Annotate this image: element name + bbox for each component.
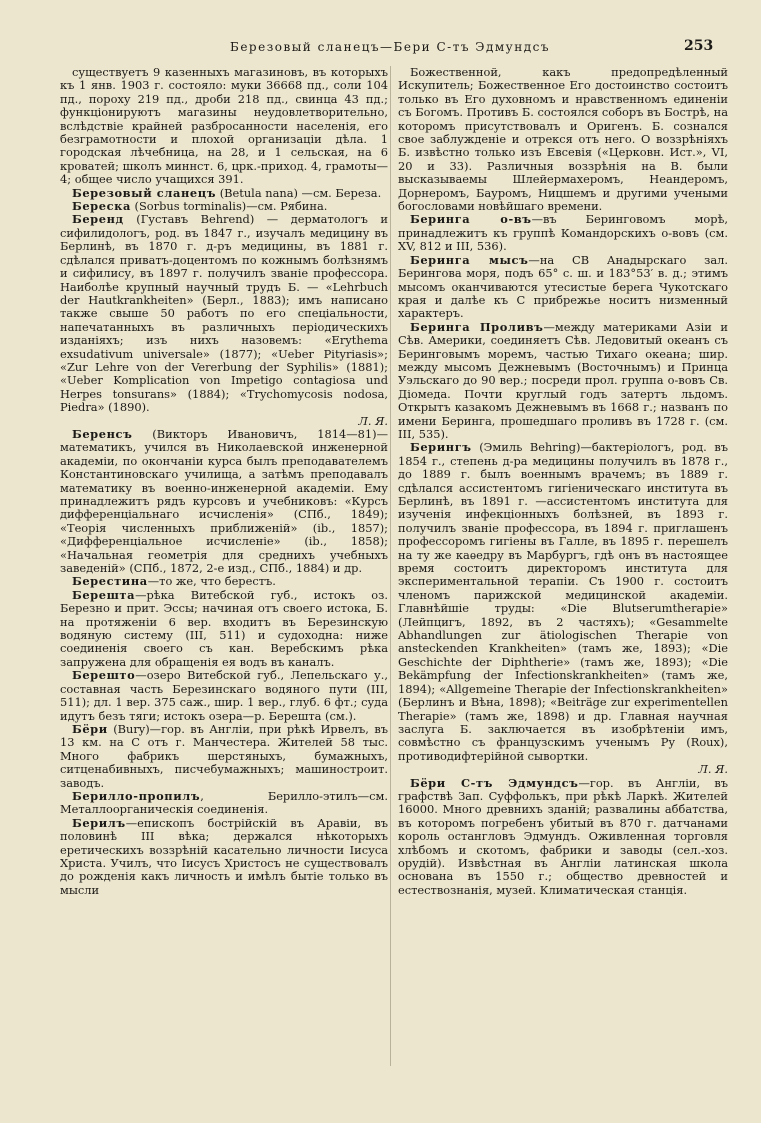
dictionary-entry [60, 575, 388, 588]
entry-headword: Беренсъ [72, 426, 133, 441]
dictionary-entry [60, 187, 388, 200]
entry-headword: Беринга мысъ [410, 252, 529, 267]
dictionary-entry [60, 669, 388, 723]
entry-headword: Беринга о-въ [410, 212, 532, 227]
entry-text: —рѣка Витебской губ., истокъ оз. Березно и прит. Эссы; начиная отъ своего истока, Б. на протяженіи 6 вер. входитъ въ Березинскую водяную систему (III, 511) и судоходна: ниже соединенія своего съ кан. Веребскимъ рѣка запружена для обращенія ея водъ въ каналъ. [60, 587, 388, 669]
entry-headword: Берилъ [72, 815, 126, 830]
entry-headword: Берингъ [410, 440, 472, 455]
entry-text: , Берилло-этилъ—см. Металлоорганическія соединенія. [60, 788, 388, 817]
entry-text: (Густавъ Behrend) — дерматологъ и сифилидологъ, род. въ 1847 г., изучалъ медицину въ Берлинѣ, въ 1870 г. д-ръ медицины, въ 1881 г. сдѣлался приватъ-доцентомъ по кожнымъ болѣзнямъ и сифилису, въ 1897 г. получилъ званіе профессора. Наиболѣе крупный научный трудъ Б. — «Lehrbuch der Hautkrankheiten» (Берл., 1883); имъ написано также свыше 50 работъ по его спеціальности, напечатанныхъ въ различныхъ періодическихъ изданіяхъ; изъ нихъ назовемъ: «Erythema exsudativum universale» (1877); «Ueber Pityriasis»; «Zur Lehre von der Vererbung der Syphilis» (1881); «Ueber Komplication von Impetigo contagiosa und Herpes tonsurans» (1884); «Trychomycosis nodosa, Piedra» (1890). [60, 212, 388, 415]
dictionary-entry [60, 723, 388, 790]
page-number: 253 [684, 38, 714, 54]
page-header [0, 40, 761, 62]
entry-headword: Беринга Проливъ [410, 319, 544, 334]
entry-headword: Бёри [72, 721, 108, 736]
entry-text: существуетъ 9 казенныхъ магазиновъ, въ которыхъ къ 1 янв. 1903 г. состояло: муки 36668 пд., соли 104 пд., пороху 219 пд., дроби 218 пд., свинца 43 пд.; функціонируютъ магазины неудовлетворительно, вслѣдствіе крайней разбросанности населенія, его безграмотности и плохой организаціи дѣла. 1 городская лѣчебница, на 28, и 1 сельская, на 6 кроватей; школъ миннст. 6, црк.-приход. 4, грамоты—4; общее число учащихся 391. [60, 66, 388, 187]
dictionary-entry [60, 200, 388, 213]
entry-text: (Эмиль Behring)—бактеріологъ, род. въ 1854 г., степень д-ра медицины получилъ въ 1878 г., до 1889 г. былъ военнымъ врачемъ; въ 1889 г. сдѣлался ассистентомъ гигіеническаго института въ Берлинѣ, въ 1891 г. —ассистентомъ института для изученія инфекціонныхъ болѣзней, въ 1893 г. получилъ званіе профессора, въ 1894 г. приглашенъ профессоромъ гигіены въ Галле, въ 1895 г. перешелъ на ту же каѳедру въ Марбургъ, гдѣ онъ въ настоящее время состоитъ директоромъ института для экспериментальной терапіи. Съ 1900 г. состоитъ членомъ парижской медицинской академіи. Главнѣйшіе труды: «Die Blutserumtherapie» (Лейпцигъ, 1892, въ 2 частяхъ); «Gesammelte Abhandlungen zur ätiologischen Therapie von ansteckenden Krankheiten» (тамъ же, 1893); «Die Geschichte der Diphtherie» (тамъ же, 1893); «Die Bekämpfung der Infectionskrankheiten» (тамъ же, 1894); «Allgemeine Therapie der Infectionskrankheiten» (Берлинъ и Вѣна, 1898); «Beiträge zur experimentellen Therapie» (тамъ же, 1898) и др. Главная научная заслуга Б. заключается въ изобрѣтеніи имъ, совмѣстно съ французскимъ ученымъ Ру (Roux), противодифтерійной сывортки. [398, 440, 728, 763]
dictionary-entry [398, 321, 728, 442]
dictionary-entry [398, 441, 728, 763]
dictionary-entry [60, 589, 388, 669]
entry-text: (Викторъ Ивановичъ, 1814—81)—математикъ, учился въ Николаевской инженерной академіи, по окончаніи курса былъ преподавателемъ Константиновскаго училища, а затѣмъ преподавалъ математику въ военно-инженерной академіи. Ему принадлежитъ рядъ курсовъ и учебниковъ: «Курсъ дифференціальнаго исчисленія» (СПб., 1849); «Теорія численныхъ приближеній» (ib., 1857); «Дифференціальное исчисленіе» (ib., 1858); «Начальная геометрія для среднихъ учебныхъ заведеній» (СПб., 1872, 2-е изд., СПб., 1884) и др. [60, 426, 388, 576]
dictionary-entry [398, 66, 728, 213]
entry-text: —въ Беринговомъ морѣ, принадлежитъ къ группѣ Командорскихъ о-вовъ (см. XV, 812 и III, 536). [398, 212, 728, 254]
dictionary-entry [60, 213, 388, 414]
entry-text: (Bury)—гор. въ Англіи, при рѣкѣ Ирвелъ, въ 13 км. на С отъ г. Манчестера. Жителей 58 тыс. Много фабрикъ шерстяныхъ, бумажныхъ, ситценабивныхъ, писчебумажныхъ; машиностроит. заводъ. [60, 721, 388, 790]
dictionary-entry [60, 428, 388, 575]
entry-signature: Л. Я. [358, 413, 388, 428]
entry-headword: Беренд [72, 212, 124, 227]
entry-text: (Betula nana) —см. Береза. [216, 185, 382, 200]
running-title: Березовый сланецъ—Бери С-тъ Эдмундсъ [230, 40, 550, 54]
entry-text: —епископъ бострійскій въ Аравіи, въ половинѣ III вѣка; держался нѣкоторыхъ еретическихъ воззрѣній касательно личности Іисуса Христа. Училъ, что Іисусъ Христосъ не существовалъ до рожденія какъ личность и имѣлъ бытіе только въ мысли [60, 815, 388, 897]
column-divider [390, 66, 391, 1066]
entry-text: —гор. въ Англіи, въ графствѣ Зап. Суффолькъ, при рѣкѣ Ларкѣ. Жителей 16000. Много древнихъ зданій; развалины аббатства, въ которомъ погребенъ убитый въ 870 г. датчанами король остангловъ Эдмундъ. Оживленная торговля хлѣбомъ и скотомъ, фабрики и заводы (сел.-хоз. орудій). Извѣстная въ Англіи латинская школа основана въ 1550 г.; общество древностей и естествознанія, музей. Климатическая станція. [398, 775, 728, 897]
entry-text: —озеро Витебской губ., Лепельскаго у., составная часть Березинскаго водяного пути (III, 511); дл. 1 вер. 375 саж., шир. 1 вер., глуб. 6 фт.; суда идутъ безъ тяги; истокъ озера—р. Берешта (см.). [60, 668, 388, 723]
dictionary-entry [398, 254, 728, 321]
right-column [398, 66, 728, 1076]
dictionary-entry [398, 777, 728, 898]
entry-text: —то же, что берестъ. [147, 574, 276, 589]
dictionary-entry [398, 213, 728, 253]
entry-text: —на СВ Анадырскаго зал. Берингова моря, подъ 65° с. ш. и 183°53′ в. д.; этимъ мысомъ оканчиваются утесистые берега Чукотскаго края и далѣе къ С прибрежье носитъ низменный характеръ. [398, 252, 728, 321]
entry-text: —между материками Азіи и Сѣв. Америки, соединяетъ Сѣв. Ледовитый океанъ съ Беринговымъ моремъ, частью Тихаго океана; шир. между мысомъ Дежневымъ (Восточнымъ) и Принца Уэльскаго до 90 вер.; посреди прол. группа о-вовъ Св. Діомеда. Почти круглый годъ затертъ льдомъ. Открытъ казакомъ Дежневымъ въ 1668 г.; названъ по имени Беринга, прошедшаго проливъ въ 1728 г. (см. III, 535). [398, 319, 728, 441]
entry-headword: Березовый сланецъ [72, 185, 217, 200]
entry-text: Божественной, какъ предопредѣленный Искупитель; Божественное Его достоинство состоитъ только въ Его духовномъ и нравственномъ единеніи съ Богомъ. Противъ Б. состоялся соборъ въ Бострѣ, на которомъ присутствовалъ и Оригенъ. Б. сознался свое заблужденіе и отрекся отъ него. О воззрѣніяхъ Б. извѣстно только изъ Евсевія («Церковн. Ист.», VI, 20 и 33). Различныя воззрѣнія на В. были высказываемы Шлейермахеромъ, Неандеромъ, Дорнеромъ, Бауромъ, Ницшемъ и другими учеными богословами новѣйшаго времени. [398, 66, 728, 214]
entry-headword: Береска [72, 199, 131, 214]
entry-headword: Берешто [72, 668, 136, 683]
entry-headword: Берешта [72, 587, 136, 602]
entry-headword: Берестина [72, 574, 148, 589]
entry-signature: Л. Я. [698, 762, 728, 777]
dictionary-entry [60, 817, 388, 897]
dictionary-entry [60, 66, 388, 187]
entry-headword: Бёри С-тъ Эдмундсъ [410, 775, 579, 790]
dictionary-entry [60, 790, 388, 817]
entry-text: (Sorbus torminalis)—см. Рябина. [130, 199, 328, 214]
left-column [60, 66, 388, 1076]
entry-headword: Берилло-пропилъ [72, 788, 201, 803]
